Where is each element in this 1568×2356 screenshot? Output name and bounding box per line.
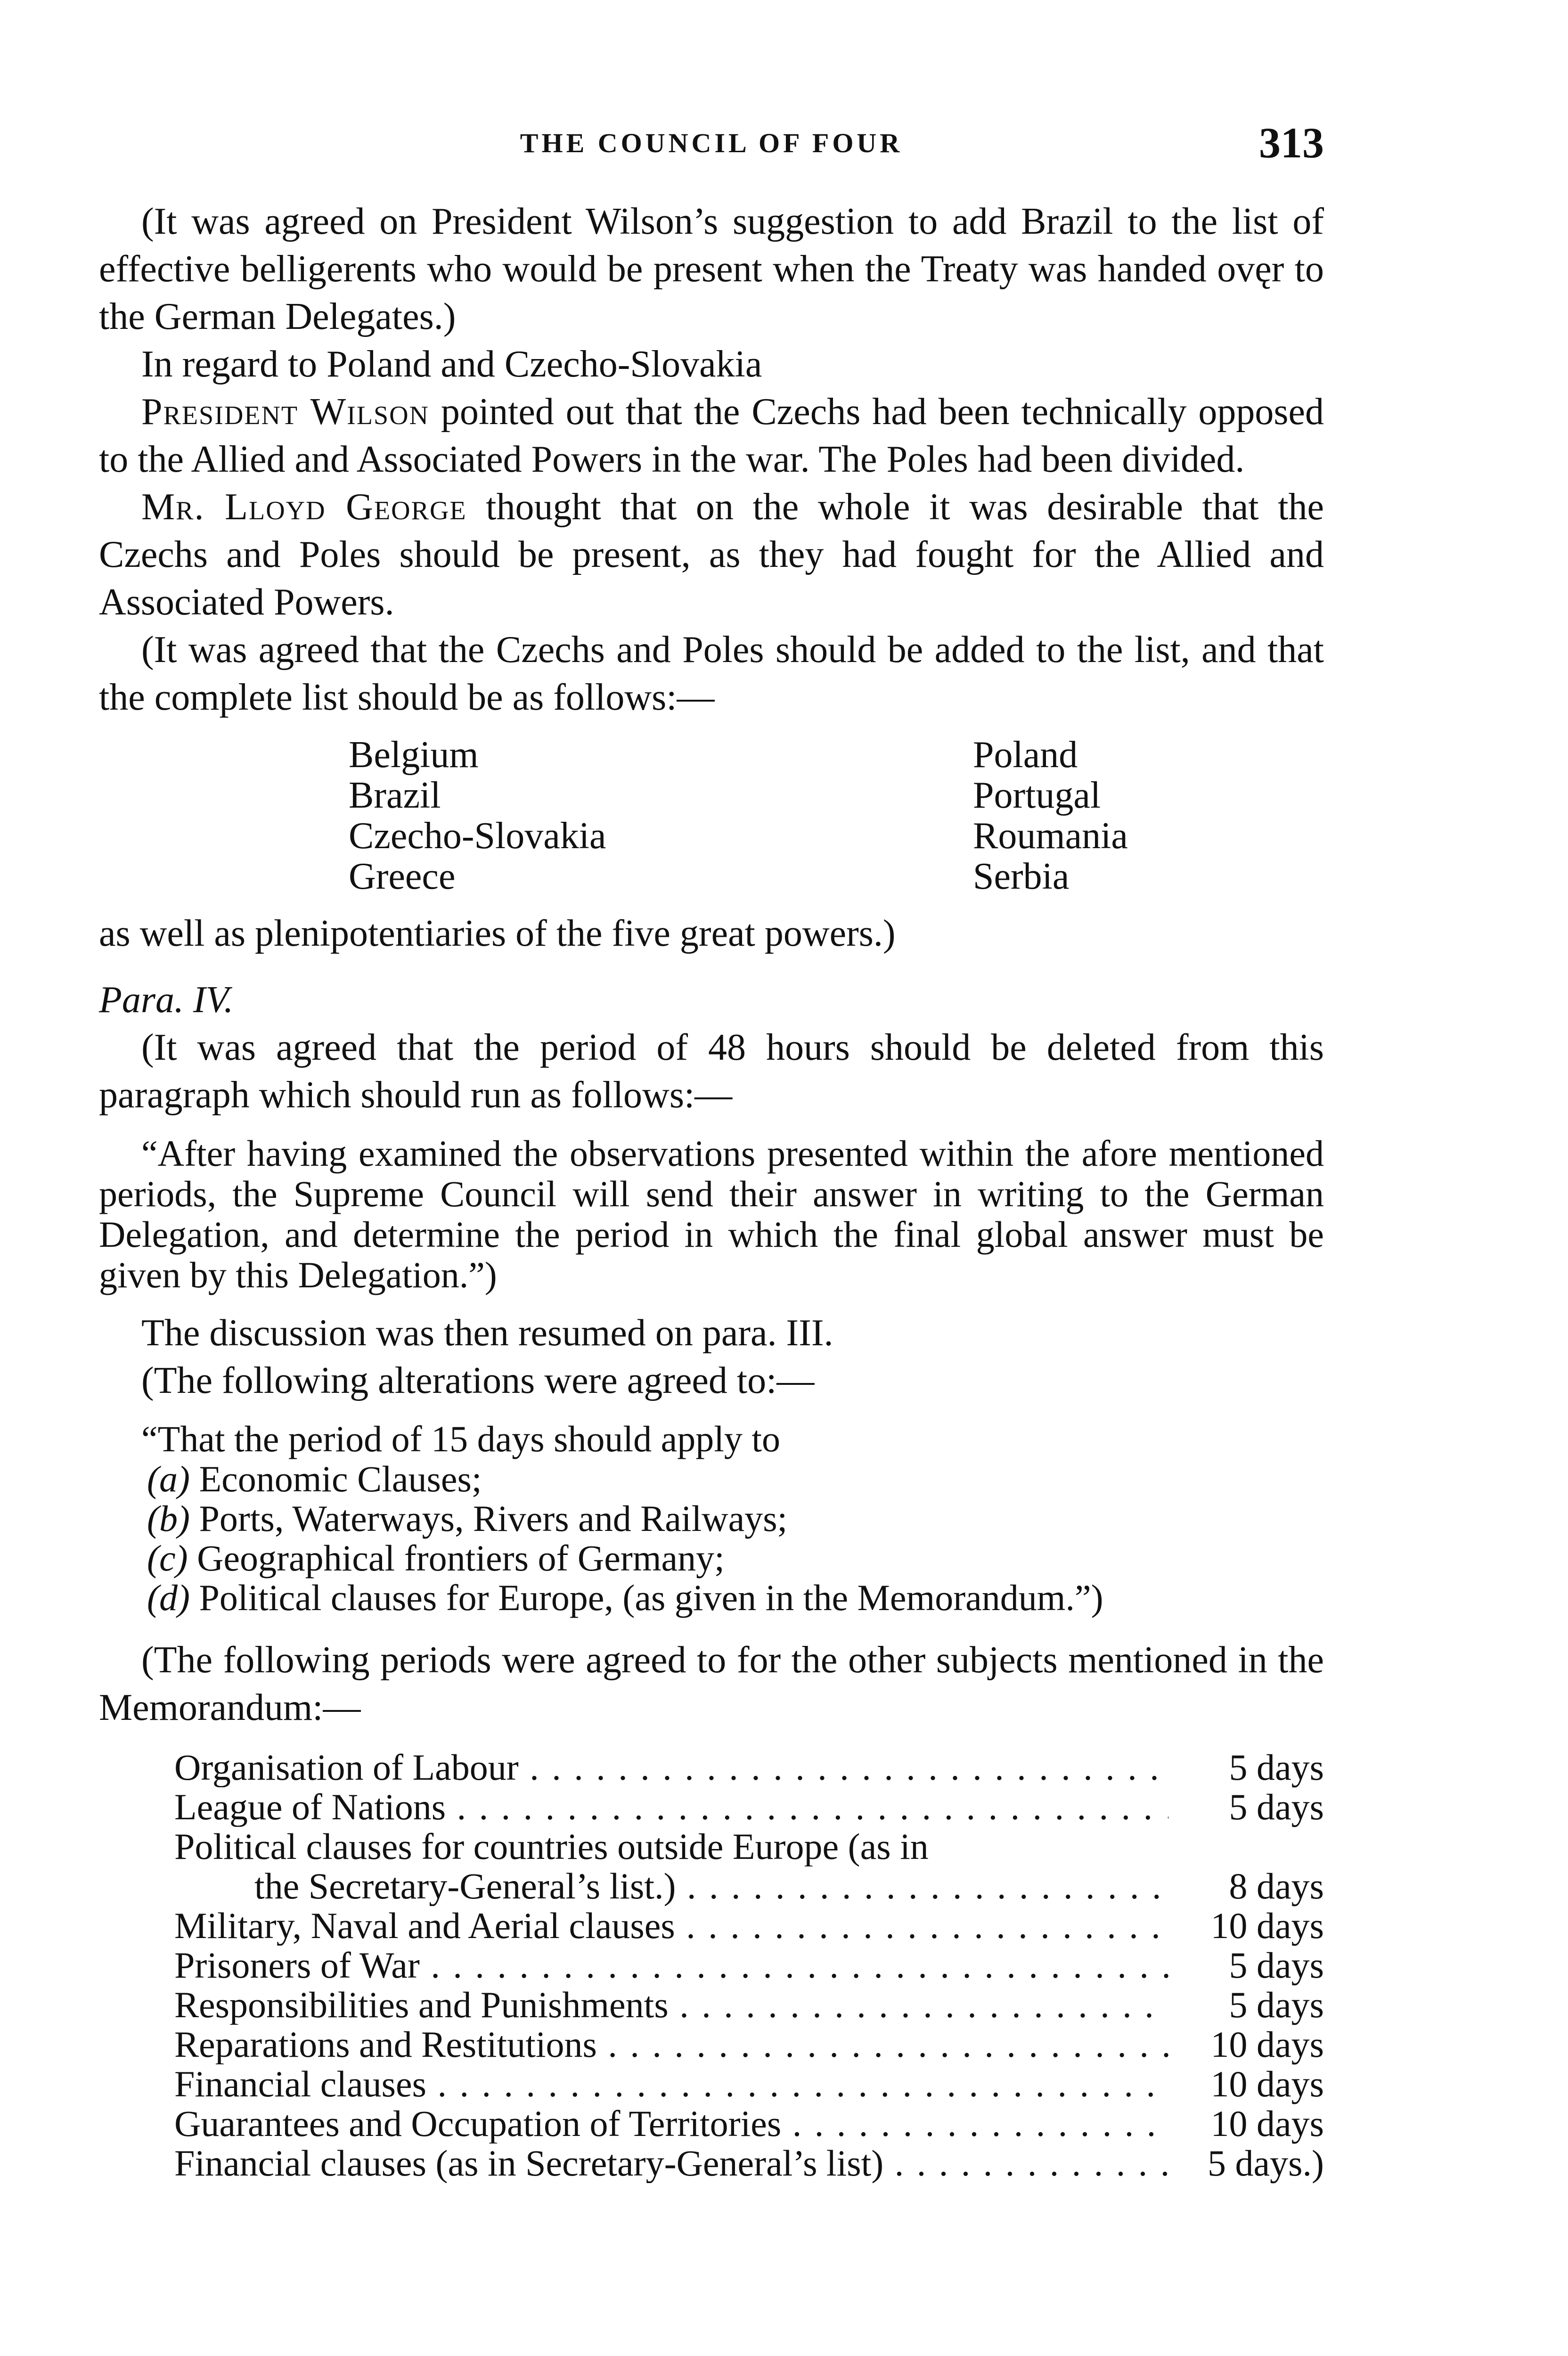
paragraph-other-periods: (The following periods were agreed to for the other subjects mentioned in the Memorandum:— [99,1639,1324,1728]
period-row [174,1827,1324,1866]
period-label: Reparations and Restitutions . . . [174,2025,1168,2064]
running-head [99,118,1324,170]
period-row [174,1866,1324,1906]
period-value: 10 days [1210,2063,1324,2104]
period-label: League of Nations . . . [174,1787,1168,1827]
clause-text: Ports, Waterways, Rivers and Railways; [189,1498,788,1539]
period-label: Financial clauses . . . [174,2064,1168,2104]
period-value: 10 days [1210,2024,1324,2065]
paragraph-poland-czecho: In regard to Poland and Czecho-Slovakia [141,344,762,385]
paragraph-brazil-agreement: (It was agreed on President Wilson’s suggestion to add Brazil to the list of effective belligerents who would be present when the Treaty was handed ovęr to the German Delegates.) [99,201,1324,337]
paragraph-discussion-resumed: The discussion was then resumed on para. III. [141,1312,833,1354]
period-row [174,1748,1324,1787]
lloyd-george-text: thought that on the whole it was desirable that the Czechs and Poles should be present, as they had fought for the Allied and Associated Powers. [99,486,1324,623]
country-item: Roumania [973,815,1128,857]
period-row [174,2143,1324,2183]
country-item: Portugal [973,775,1101,816]
country-column-1 [349,735,973,897]
paragraph-lloyd-george [99,483,1324,626]
period-value: 5 days [1229,1786,1324,1827]
page-body [99,198,1324,2183]
country-column-2 [973,735,1397,897]
country-item: Czecho-Slovakia [349,815,606,857]
period-label: the Secretary-General’s list.) . . . [254,1866,1168,1906]
period-label: Political clauses for countries outside Europe (as in [174,1827,929,1866]
speaker-lloyd-george: Mr. Lloyd George [141,486,467,528]
period-label: Prisoners of War . . . [174,1946,1168,1985]
country-item: Poland [973,734,1078,776]
clause-item [105,1578,1324,1618]
clause-letter: (b) [147,1498,190,1539]
clause-letter: (a) [147,1458,190,1499]
country-item: Belgium [349,734,479,776]
period-label: Financial clauses (as in Secretary-General’s list) . . . [174,2143,1168,2183]
period-row [174,2104,1324,2143]
period-value: 8 days [1229,1865,1324,1906]
period-label: Responsibilities and Punishments . . . [174,1985,1168,2025]
quote-15-days: “That the period of 15 days should apply to [141,1418,781,1459]
periods-table [174,1748,1324,2183]
clause-letter: (c) [147,1538,188,1579]
period-row [174,1985,1324,2025]
clause-list [99,1459,1324,1618]
clause-item [105,1499,1324,1538]
para-heading: Para. IV. [99,979,234,1021]
period-value: 5 days [1229,1945,1324,1986]
clause-text: Political clauses for Europe, (as given in the Memorandum.”) [189,1577,1103,1618]
clause-text: Geographical frontiers of Germany; [188,1538,725,1579]
clause-text: Economic Clauses; [189,1458,482,1499]
paragraph-wilson [99,388,1324,483]
wilson-text: pointed out that the Czechs had been technically opposed to the Allied and Associated Powers in the war. The Poles had been divided. [99,391,1324,480]
clause-item [105,1459,1324,1499]
period-value: 5 days.) [1208,2143,1324,2184]
period-row [174,2064,1324,2104]
period-value: 5 days [1229,1984,1324,2025]
clause-letter: (d) [147,1577,190,1618]
paragraph-48-hours: (It was agreed that the period of 48 hours should be deleted from this paragraph which should run as follows:— [99,1027,1324,1116]
period-row [174,1946,1324,1985]
clause-item [105,1538,1324,1578]
period-label: Organisation of Labour . . . [174,1748,1168,1787]
country-item: Brazil [349,775,441,816]
period-value: 10 days [1210,1905,1324,1946]
running-title: THE COUNCIL OF FOUR [520,128,903,158]
paragraph-complete-list: (It was agreed that the Czechs and Poles should be added to the list, and that the complete list should be as follows:— [99,629,1324,718]
quote-supreme-council: “After having examined the observations presented within the afore mentioned periods, the Supreme Council will send their answer in writing to the German Delegation, and determine the period in which the final global answer must be given by this Delegation.”) [99,1133,1324,1295]
page-number: 313 [1259,119,1324,167]
period-value: 10 days [1210,2103,1324,2144]
period-row [174,1787,1324,1827]
period-label: Guarantees and Occupation of Territories . . . [174,2104,1168,2143]
period-row [174,2025,1324,2064]
period-label: Military, Naval and Aerial clauses . . . [174,1906,1168,1946]
period-value: 5 days [1229,1747,1324,1788]
country-item: Greece [349,856,456,897]
country-list [349,735,1324,897]
paragraph-alterations: (The following alterations were agreed to:— [141,1360,815,1401]
period-row [174,1906,1324,1946]
speaker-wilson: President Wilson [141,391,429,433]
country-item: Serbia [973,856,1070,897]
paragraph-plenipotentiaries: as well as plenipotentiaries of the five great powers.) [99,913,896,954]
